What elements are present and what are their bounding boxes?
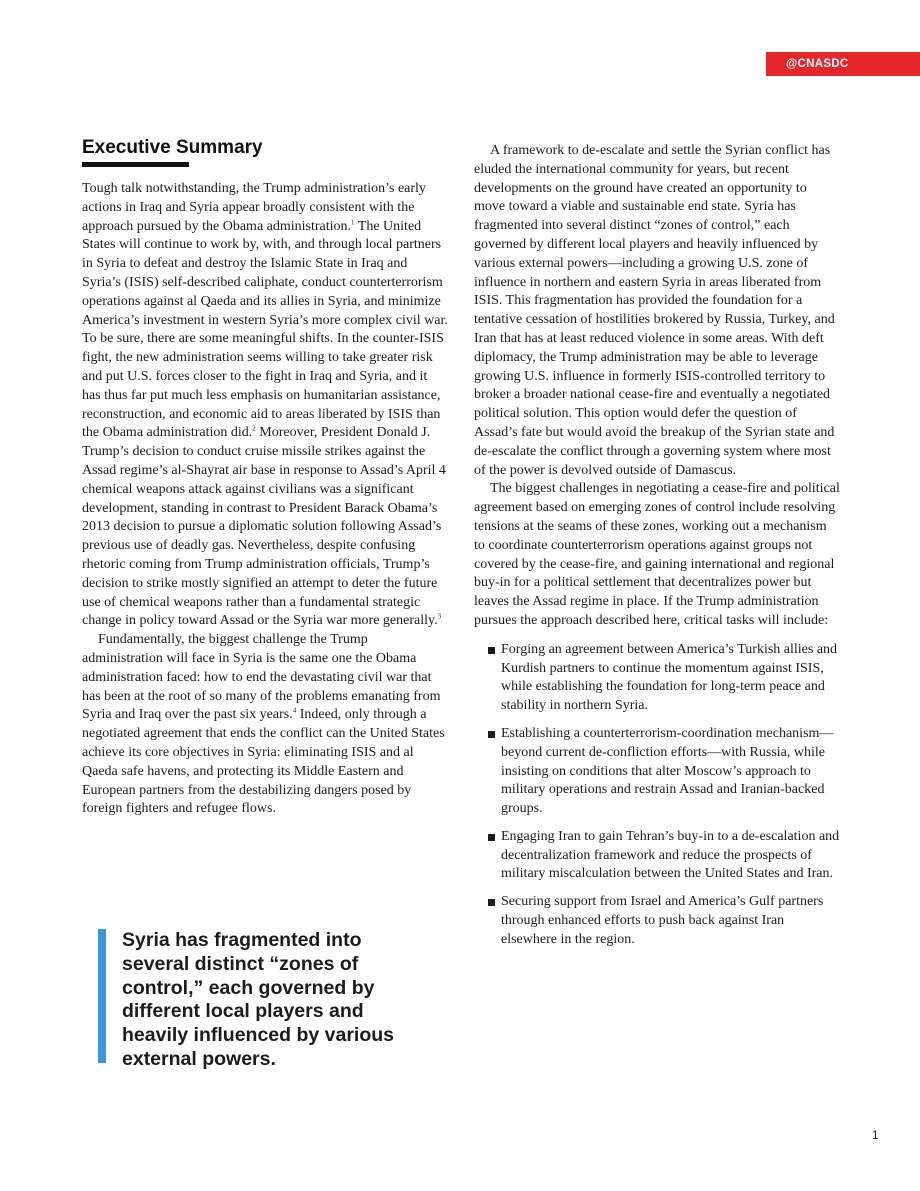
- paragraph-3: A framework to de-escalate and settle the Syrian conflict has eluded the international community for years, but recent developments on the ground have created an opportunity to move toward a viable and sustainable end state. Syria has fragmented into several distinct “zones of control,” each governed by different local players and heavily influenced by various external powers—including a growing U.S. zone of influence in northern and eastern Syria in areas liberated from ISIS. This fragmentation has provided the foundation for a tentative cessation of hostilities brokered by Russia, Turkey, and Iran that has at least reduced violence in some areas. With deft diplomacy, the Trump administration may be able to leverage growing U.S. influence in formerly ISIS-controlled territory to broker a broader national cease-fire and eventually a negotiated political solution. This option would defer the question of Assad’s fate but would avoid the breakup of the Syrian state and de-escalate the conflict through a governing system where most of the power is devolved outside of Damascus.: [474, 143, 835, 478]
- footnote-ref-1[interactable]: 1: [351, 217, 355, 226]
- bullet-square-icon: [488, 899, 495, 906]
- bullet-square-icon: [488, 834, 495, 841]
- paragraph-1-part-b: The United States will continue to work by, with, and through local partners in Syria to defeat and destroy the Islamic State in Iraq and Syria’s (ISIS) self-described caliphate, conduct counterterrorism operations against al Qaeda and its allies in Syria, and minimize America’s investment in western Syria’s more complex civil war. To be sure, there are some meaningful shifts. In the counter-ISIS fight, the new administration seems willing to take greater risk and put U.S. forces closer to the fight in Iraq and Syria, and it has thus far put much less emphasis on humanitarian assistance, reconstruction, and economic aid to areas liberated by ISIS than the Obama administration did.: [82, 218, 448, 441]
- left-column: [82, 180, 449, 819]
- footnote-ref-3[interactable]: 3: [437, 612, 442, 621]
- paragraph-1: [82, 180, 449, 631]
- page-number: 1: [872, 1128, 879, 1142]
- list-item: [474, 641, 841, 716]
- bullet-square-icon: [488, 731, 495, 738]
- footnote-ref-4[interactable]: 4: [292, 706, 297, 715]
- list-item-text: Engaging Iran to gain Tehran’s buy-in to a de-escalation and decentralization framework and reduce the prospects of military miscalculation between the United States and Iran.: [501, 828, 840, 882]
- cnasdc-tag: @CNASDC: [766, 52, 920, 76]
- list-item-text: Forging an agreement between America’s Turkish allies and Kurdish partners to continue the momentum against ISIS, while establishing the foundation for long-term peace and stability in northern Syria.: [501, 641, 838, 714]
- critical-tasks-list: [474, 641, 841, 950]
- pull-quote: [98, 929, 422, 1070]
- paragraph-2: [82, 631, 449, 819]
- list-item-text: Securing support from Israel and America’s Gulf partners through enhanced efforts to push back against Iran elsewhere in the region.: [501, 894, 824, 947]
- paragraph-1-part-a: Tough talk notwithstanding, the Trump administration’s early actions in Iraq and Syria appear broadly consistent with the approach pursued by the Obama administration.: [82, 181, 426, 234]
- footnote-ref-2[interactable]: 2: [252, 424, 256, 433]
- paragraph-4: The biggest challenges in negotiating a cease-fire and political agreement based on emerging zones of control include resolving tensions at the seams of these zones, working out a mechanism to coordinate counterterrorism operations against groups not covered by the cease-fire, and gaining international and regional buy-in for a political settlement that decentralizes power but leaves the Assad regime in place. If the Trump administration pursues the approach described here, critical tasks will include:: [474, 481, 840, 628]
- section-title: Executive Summary: [82, 137, 263, 158]
- title-underline: [82, 162, 189, 167]
- paragraph-2-part-b: Indeed, only through a negotiated agreement that ends the conflict can the United States achieve its core objectives in Syria: eliminating ISIS and al Qaeda safe havens, and protecting its Middle Eastern and European partners from the destabilizing dangers posed by foreign fighters and refugee flows.: [82, 707, 445, 817]
- list-item: [474, 828, 841, 884]
- paragraph-2-part-a: Fundamentally, the biggest challenge the Trump administration will face in Syria is the same one the Obama administration faced: how to end the devastating civil war that has been at the root of so many of the problems emanating from Syria and Iraq over the past six years.: [82, 632, 441, 723]
- right-column: [474, 142, 841, 959]
- bullet-square-icon: [488, 647, 495, 654]
- list-item: [474, 725, 841, 819]
- list-item-text: Establishing a counterterrorism-coordination mechanism—beyond current de-confliction efforts—with Russia, while insisting on conditions that alter Moscow’s approach to military operations and restrain Assad and Iranian-backed groups.: [501, 725, 834, 817]
- list-item: [474, 893, 841, 949]
- pull-quote-text: Syria has fragmented into several distinct “zones of control,” each governed by different local players and heavily influenced by various external powers.: [122, 929, 395, 1070]
- paragraph-1-part-c: Moreover, President Donald J. Trump’s decision to conduct cruise missile strikes against the Assad regime’s al-Shayrat air base in response to Assad’s April 4 chemical weapons attack against civilians was a significant development, standing in contrast to President Barack Obama’s 2013 decision to pursue a diplomatic solution following Assad’s previous use of deadly gas. Nevertheless, despite confusing rhetoric coming from Trump administration officials, Trump’s decision to strike mostly signified an attempt to deter the future use of chemical weapons rather than a fundamental strategic change in policy toward Assad or the Syria war more generally.: [82, 425, 446, 629]
